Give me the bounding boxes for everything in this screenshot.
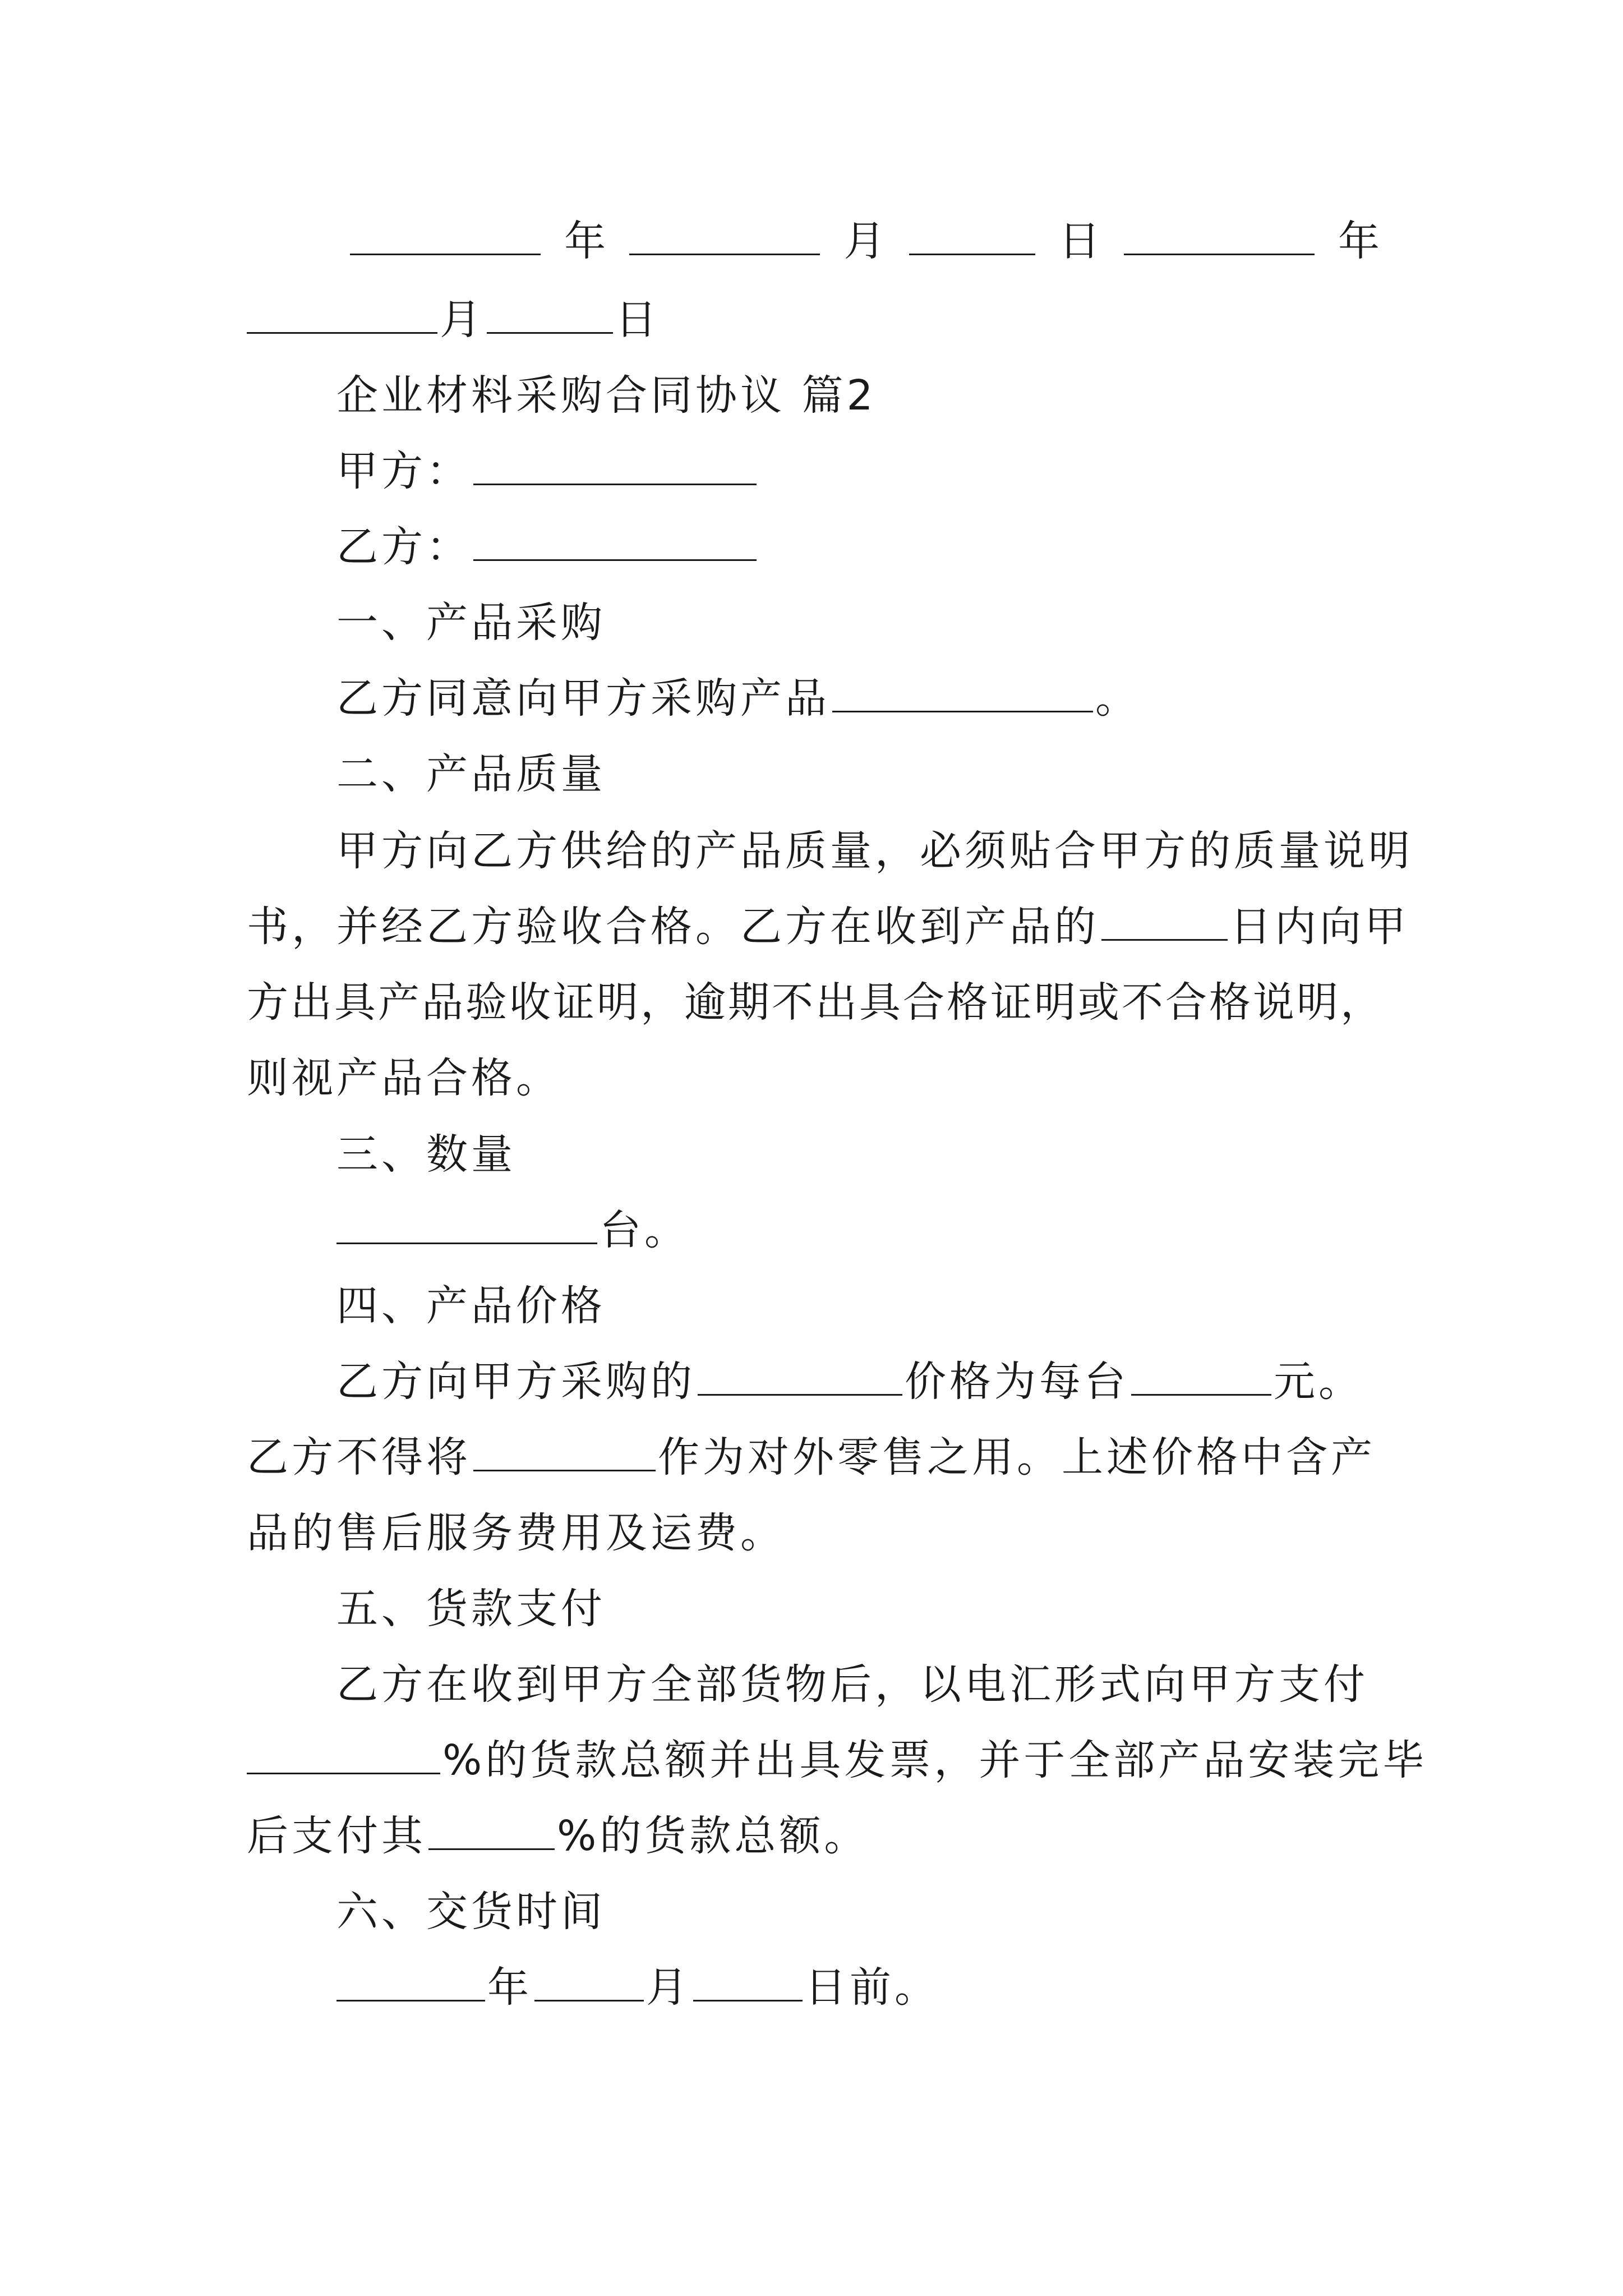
section-4-line-2-a: 乙方不得将 [247,1433,471,1481]
section-6-heading: 六、交货时间 [336,1888,606,1936]
section-4-line-1 [336,1354,1481,1410]
section-2-line-2-after: 日内向甲 [1230,903,1409,951]
section-1-text-after: 。 [1095,674,1140,723]
month-label-2: 月 [440,296,485,344]
document-title: 企业材料采购合同协议 篇2 [336,371,877,420]
inspection-days-blank [1101,904,1228,941]
quantity-blank [336,1208,597,1244]
final-payment-percent-blank [428,1814,555,1850]
section-4-line-1-b: 价格为每台 [905,1358,1129,1406]
section-5-line-2-after: %的货款总额并出具发票，并于全部产品安装完毕 [442,1736,1428,1784]
section-3-text-after: 台。 [600,1206,689,1254]
blank-day-2 [487,297,613,334]
section-2-line-4: 则视产品合格。 [247,1054,561,1102]
unit-price-blank [1131,1359,1271,1396]
section-4-line-3: 品的售后服务费用及运费。 [247,1509,785,1557]
party-a-line [336,443,1481,499]
section-1-text-before: 乙方同意向甲方采购产品 [336,674,830,723]
day-label-1: 日 [1058,217,1100,265]
blank-day-1 [909,219,1035,255]
section-5-line-3-before: 后支付其 [247,1812,426,1860]
retail-blank [473,1435,656,1471]
delivery-year-blank [336,1965,485,2001]
year-label-2: 年 [1338,217,1380,265]
section-2-heading: 二、产品质量 [336,750,606,798]
section-4-line-2 [247,1429,1391,1485]
month-label-1: 月 [843,217,886,265]
section-3-heading: 三、数量 [336,1130,516,1179]
delivery-month-blank [534,1965,644,2001]
section-4-line-1-c: 元。 [1274,1358,1363,1406]
section-5-line-2 [247,1732,1428,1788]
section-3-text [336,1202,1481,1258]
delivery-day-blank [693,1965,803,2001]
date-line-1 [348,213,1380,269]
party-a-blank [473,449,757,485]
section-4-line-2-b: 作为对外零售之用。上述价格中含产 [658,1433,1376,1481]
first-payment-percent-blank [247,1738,440,1774]
section-4-line-1-a: 乙方向甲方采购的 [336,1358,695,1406]
section-2-line-2 [247,899,1409,955]
blank-month-1 [629,219,820,255]
day-label-2: 日 [615,296,660,344]
date-line-2 [247,292,1391,348]
section-5-line-3-after: %的货款总额。 [557,1812,869,1860]
section-1-text [336,670,1481,726]
party-b-line [336,519,1481,575]
party-b-blank [473,524,757,561]
delivery-day-label: 日前。 [805,1963,939,2012]
section-5-line-1: 乙方在收到甲方全部货物后，以电汇形式向甲方支付 [336,1660,1368,1709]
year-label-1: 年 [564,217,606,265]
product-blank [832,676,1093,712]
purchase-item-blank [698,1359,902,1396]
section-6-date [336,1959,1481,2016]
delivery-month-label: 月 [646,1963,691,2012]
party-a-label: 甲方： [336,447,471,495]
section-2-line-1: 甲方向乙方供给的产品质量，必须贴合甲方的质量说明 [336,827,1413,875]
blank-year-2 [1124,219,1315,255]
section-2-line-2-before: 书，并经乙方验收合格。乙方在收到产品的 [247,903,1099,951]
blank-year-1 [350,219,541,255]
party-b-label: 乙方： [336,523,471,571]
blank-month-2 [247,297,437,334]
section-2-line-3: 方出具产品验收证明，逾期不出具合格证明或不合格说明， [247,978,1384,1027]
section-5-heading: 五、货款支付 [336,1585,606,1633]
section-4-heading: 四、产品价格 [336,1282,606,1330]
section-1-heading: 一、产品采购 [336,599,606,647]
section-5-line-3 [247,1808,1391,1864]
delivery-year-label: 年 [487,1963,532,2012]
